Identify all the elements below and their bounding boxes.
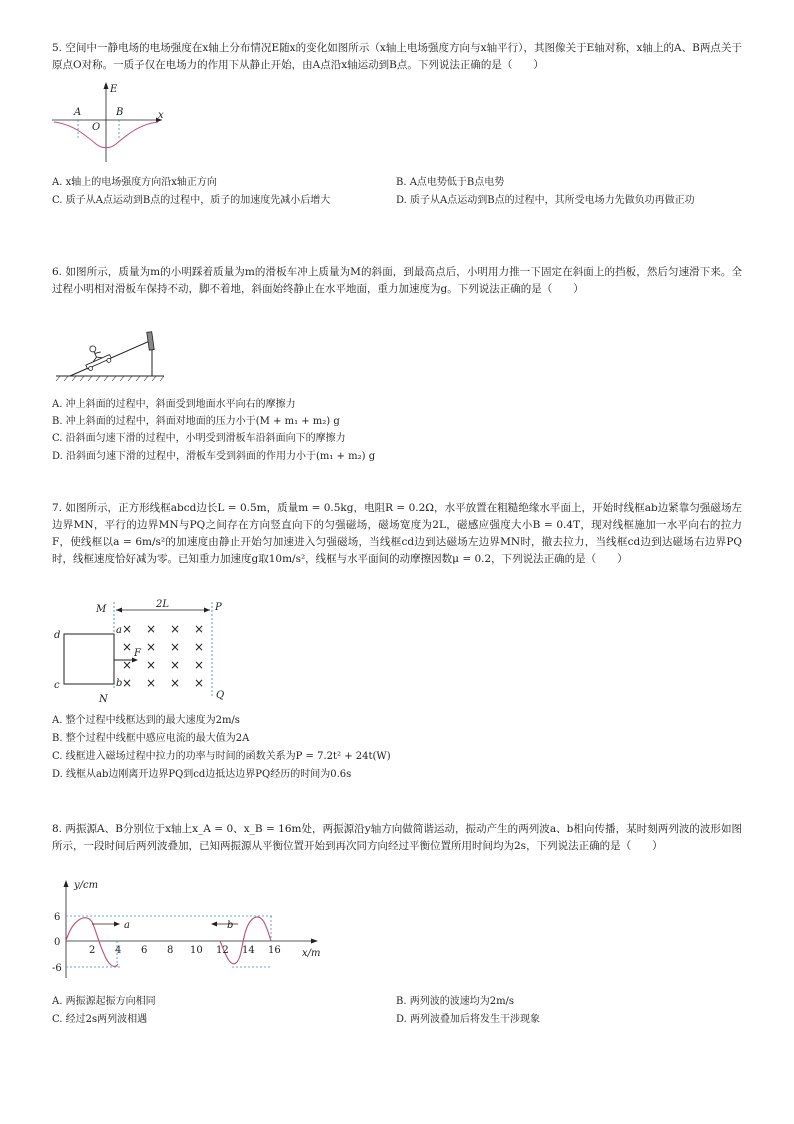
question-5-option-b[interactable]: B. A点电势低于B点电势 bbox=[396, 177, 505, 188]
x-tick-4: 4 bbox=[115, 945, 122, 956]
point-b-label: B bbox=[116, 107, 124, 118]
boundary-q-label: Q bbox=[216, 690, 225, 701]
question-8-option-c[interactable]: C. 经过2s两列波相遇 bbox=[52, 1014, 148, 1025]
svg-text:×: × bbox=[170, 622, 181, 636]
x-tick-10: 10 bbox=[190, 945, 203, 956]
question-5-figure bbox=[52, 82, 172, 162]
svg-text:×: × bbox=[146, 676, 157, 690]
wave-b-label: b bbox=[227, 920, 234, 931]
question-8-option-d[interactable]: D. 两列波叠加后将发生干涉现象 bbox=[396, 1014, 541, 1025]
y-tick-6: 6 bbox=[54, 912, 61, 923]
svg-text:×: × bbox=[122, 640, 133, 654]
question-7 bbox=[52, 500, 742, 568]
question-6-stem: 6. 如图所示，质量为m的小明踩着质量为m的滑板车冲上质量为M的斜面，到最高点后，小明用力推一下固定在斜面上的挡板，然后匀速滑下来。全过程小明相对滑板车保持不动，脚不着地，斜面始终静止在水平地面，重力加速度为g。下列说法正确的是（ ） bbox=[52, 266, 742, 295]
x-tick-14: 14 bbox=[242, 945, 255, 956]
x-axis-label: x bbox=[158, 110, 164, 121]
x-tick-12: 12 bbox=[216, 945, 229, 956]
svg-text:×: × bbox=[194, 676, 205, 690]
question-5-option-a[interactable]: A. x轴上的电场强度方向沿x轴正方向 bbox=[52, 177, 217, 188]
field-width-label: 2L bbox=[156, 599, 170, 610]
svg-text:×: × bbox=[194, 640, 205, 654]
corner-c-label: c bbox=[54, 680, 60, 691]
question-6-option-c[interactable]: C. 沿斜面匀速下滑的过程中，小明受到滑板车沿斜面向下的摩擦力 bbox=[52, 433, 346, 444]
question-8-option-a[interactable]: A. 两振源起振方向相同 bbox=[52, 996, 156, 1007]
wave-a-label: a bbox=[124, 920, 130, 931]
question-5-option-c[interactable]: C. 质子从A点运动到B点的过程中，质子的加速度先减小后增大 bbox=[52, 195, 331, 206]
x-tick-2: 2 bbox=[89, 945, 96, 956]
question-7-stem: 7. 如图所示，正方形线框abcd边长L = 0.5m，质量m = 0.5kg，电阻R = 0.2Ω，水平放置在粗糙绝缘水平面上，开始时线框ab边紧靠匀强磁场左边界MN，平行的边界MN与PQ之间存在方向竖直向下的匀强磁场，磁场宽度为2L，磁感应强度大小B = 0.4T，现对线框施加一水平向右的拉力F，使线框以a = 6m/s²的加速度由静止开始匀加速进入匀强磁场，当线框cd边到达磁场左边界MN时，撤去拉力，当线框cd边到达磁场右边界PQ时，线框速度恰好减为零。已知重力加速度g取10m/s²，线框与水平面间的动摩擦因数μ = 0.2，下列说法正确的是（ ） bbox=[52, 502, 742, 565]
question-7-option-d[interactable]: D. 线框从ab边刚离开边界PQ到cd边抵达边界PQ经历的时间为0.6s bbox=[52, 769, 352, 780]
svg-text:×: × bbox=[146, 622, 157, 636]
question-8-option-b[interactable]: B. 两列波的波速均为2m/s bbox=[396, 996, 515, 1007]
svg-text:×: × bbox=[146, 658, 157, 672]
svg-text:×: × bbox=[194, 622, 205, 636]
question-6-option-a[interactable]: A. 冲上斜面的过程中，斜面受到地面水平向右的摩擦力 bbox=[52, 399, 296, 410]
question-8 bbox=[52, 821, 742, 855]
svg-text:×: × bbox=[146, 640, 157, 654]
svg-text:×: × bbox=[194, 658, 205, 672]
x-axis-label: x/m bbox=[302, 948, 321, 959]
x-tick-16: 16 bbox=[268, 945, 281, 956]
question-8-stem: 8. 两振源A、B分别位于x轴上x_A = 0、x_B = 16m处，两振源沿y轴方向做简谐运动，振动产生的两列波a、b相向传播，某时刻两列波的波形如图所示，一段时间后两列波叠加，已知两振源从平衡位置开始到再次同方向经过平衡位置所用时间均为2s，下列说法正确的是（ ） bbox=[52, 823, 743, 852]
question-5 bbox=[52, 40, 742, 74]
e-axis-label: E bbox=[110, 84, 118, 95]
svg-text:×: × bbox=[122, 622, 133, 636]
svg-text:×: × bbox=[170, 658, 181, 672]
svg-text:×: × bbox=[122, 676, 133, 690]
question-6-option-d[interactable]: D. 沿斜面匀速下滑的过程中，滑板车受到斜面的作用力小于(m₁ + m₂) g bbox=[52, 451, 376, 462]
question-7-figure bbox=[52, 598, 237, 706]
origin-label: O bbox=[92, 122, 101, 133]
y-axis-label: y/cm bbox=[74, 880, 99, 891]
y-tick-0: 0 bbox=[54, 937, 61, 948]
force-f-label: F bbox=[134, 648, 141, 659]
boundary-m-label: M bbox=[96, 604, 107, 615]
x-tick-8: 8 bbox=[167, 945, 174, 956]
boundary-p-label: P bbox=[215, 602, 222, 613]
point-a-label: A bbox=[74, 107, 82, 118]
question-8-figure bbox=[52, 878, 332, 983]
y-tick-neg6: -6 bbox=[52, 963, 62, 974]
question-6 bbox=[52, 264, 742, 298]
question-5-option-d[interactable]: D. 质子从A点运动到B点的过程中，其所受电场力先做负功再做正功 bbox=[396, 195, 695, 206]
question-6-figure bbox=[56, 330, 166, 382]
question-5-stem: 5. 空间中一静电场的电场强度在x轴上分布情况E随x的变化如图所示（x轴上电场强度方向与x轴平行），其图像关于E轴对称，x轴上的A、B两点关于原点O对称。一质子仅在电场力的作用下从静止开始，由A点沿x轴运动到B点。下列说法正确的是（ ） bbox=[52, 42, 742, 71]
question-7-option-b[interactable]: B. 整个过程中线框中感应电流的最大值为2A bbox=[52, 733, 250, 744]
corner-b-label: b bbox=[116, 678, 123, 689]
x-tick-6: 6 bbox=[141, 945, 148, 956]
question-6-option-b[interactable]: B. 冲上斜面的过程中，斜面对地面的压力小于(M + m₁ + m₂) g bbox=[52, 416, 340, 427]
question-7-option-c[interactable]: C. 线框进入磁场过程中拉力的功率与时间的函数关系为P = 7.2t² + 24t(W) bbox=[52, 751, 391, 762]
question-7-option-a[interactable]: A. 整个过程中线框达到的最大速度为2m/s bbox=[52, 715, 240, 726]
svg-text:×: × bbox=[170, 640, 181, 654]
corner-a-label: a bbox=[116, 625, 122, 636]
boundary-n-label: N bbox=[99, 694, 108, 705]
svg-text:×: × bbox=[170, 676, 181, 690]
svg-text:×: × bbox=[122, 658, 133, 672]
corner-d-label: d bbox=[54, 630, 61, 641]
